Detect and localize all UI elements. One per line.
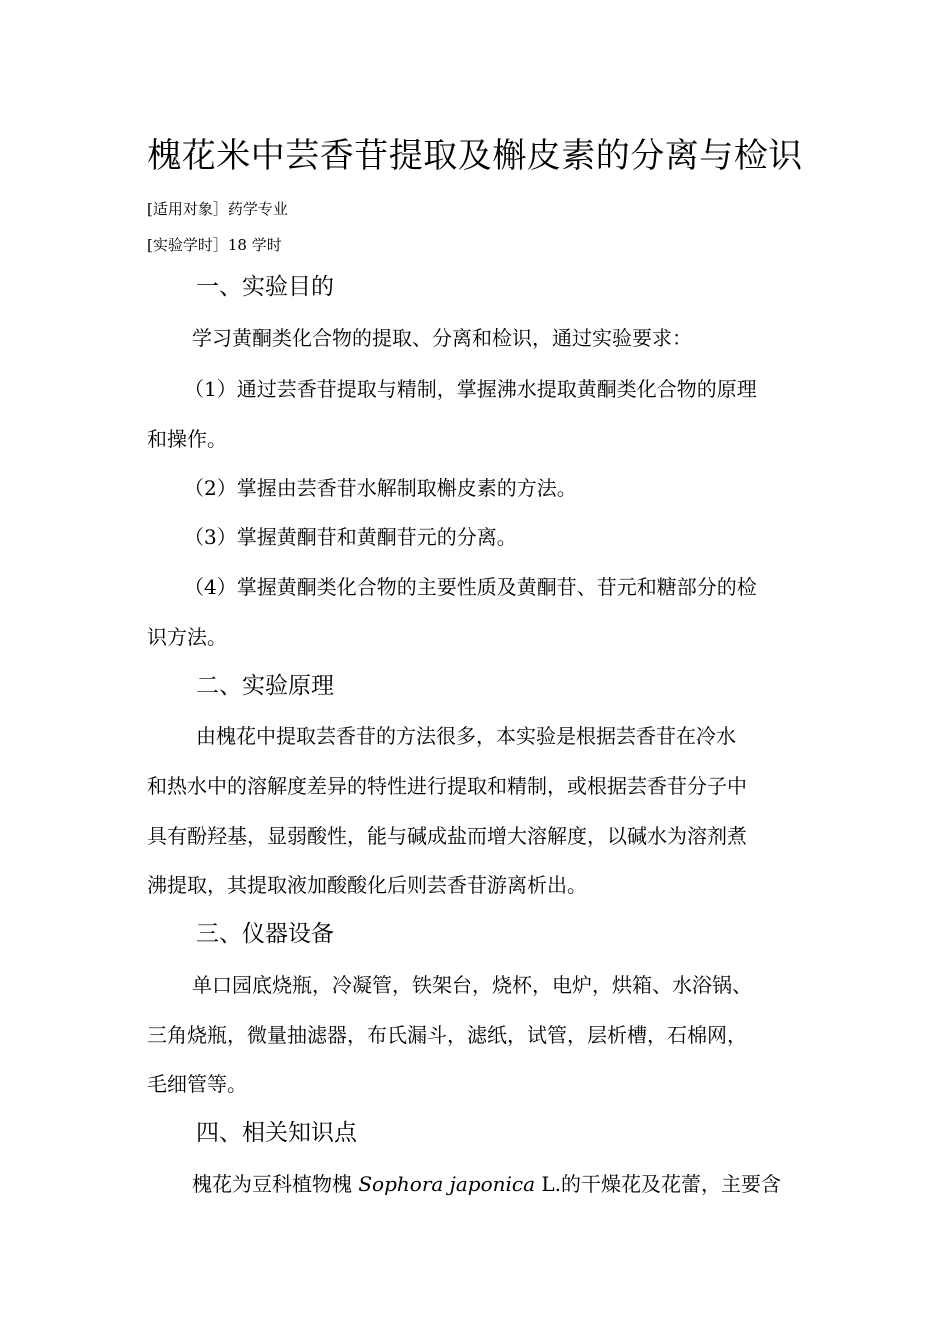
text-run: 槐花为豆科植物槐 (192, 1172, 359, 1196)
paragraph-line: 三角烧瓶，微量抽滤器，布氏漏斗，滤纸，试管，层析槽，石棉网， (147, 1023, 747, 1047)
paragraph-line: 毛细管等。 (147, 1072, 247, 1096)
section-heading-purpose: 一、实验目的 (196, 274, 334, 300)
section-heading-knowledge: 四、相关知识点 (196, 1120, 357, 1146)
paragraph-line: 由槐花中提取芸香苷的方法很多，本实验是根据芸香苷在冷水 (196, 724, 736, 748)
section-heading-equipment: 三、仪器设备 (196, 921, 334, 947)
paragraph-line: 单口园底烧瓶，冷凝管，铁架台，烧杯，电炉，烘箱、水浴锅、 (192, 973, 752, 997)
paragraph-line: （3）掌握黄酮苷和黄酮苷元的分离。 (184, 525, 517, 549)
paragraph-line: 学习黄酮类化合物的提取、分离和检识，通过实验要求： (192, 326, 692, 350)
paragraph-line: 识方法。 (147, 625, 227, 649)
meta-hours: [实验学时］18 学时 (147, 236, 282, 254)
paragraph-line: 和操作。 (147, 427, 227, 451)
paragraph-line: （4）掌握黄酮类化合物的主要性质及黄酮苷、苷元和糖部分的检 (184, 575, 757, 599)
paragraph-line: （1）通过芸香苷提取与精制，掌握沸水提取黄酮类化合物的原理 (184, 377, 757, 401)
page-title: 槐花米中芸香苷提取及槲皮素的分离与检识 (147, 136, 803, 176)
section-heading-principle: 二、实验原理 (196, 673, 334, 699)
text-run: L.的干燥花及花蕾，主要含 (535, 1172, 782, 1196)
scientific-name: Sophora japonica (358, 1172, 536, 1196)
paragraph-line: 沸提取，其提取液加酸酸化后则芸香苷游离析出。 (147, 873, 587, 897)
paragraph-line: 具有酚羟基，显弱酸性，能与碱成盐而增大溶解度，以碱水为溶剂煮 (147, 824, 747, 848)
paragraph-line: 和热水中的溶解度差异的特性进行提取和精制，或根据芸香苷分子中 (147, 774, 747, 798)
paragraph-line (192, 1168, 781, 1197)
paragraph-line: （2）掌握由芸香苷水解制取槲皮素的方法。 (184, 476, 577, 500)
meta-target: [适用对象］药学专业 (147, 200, 288, 218)
